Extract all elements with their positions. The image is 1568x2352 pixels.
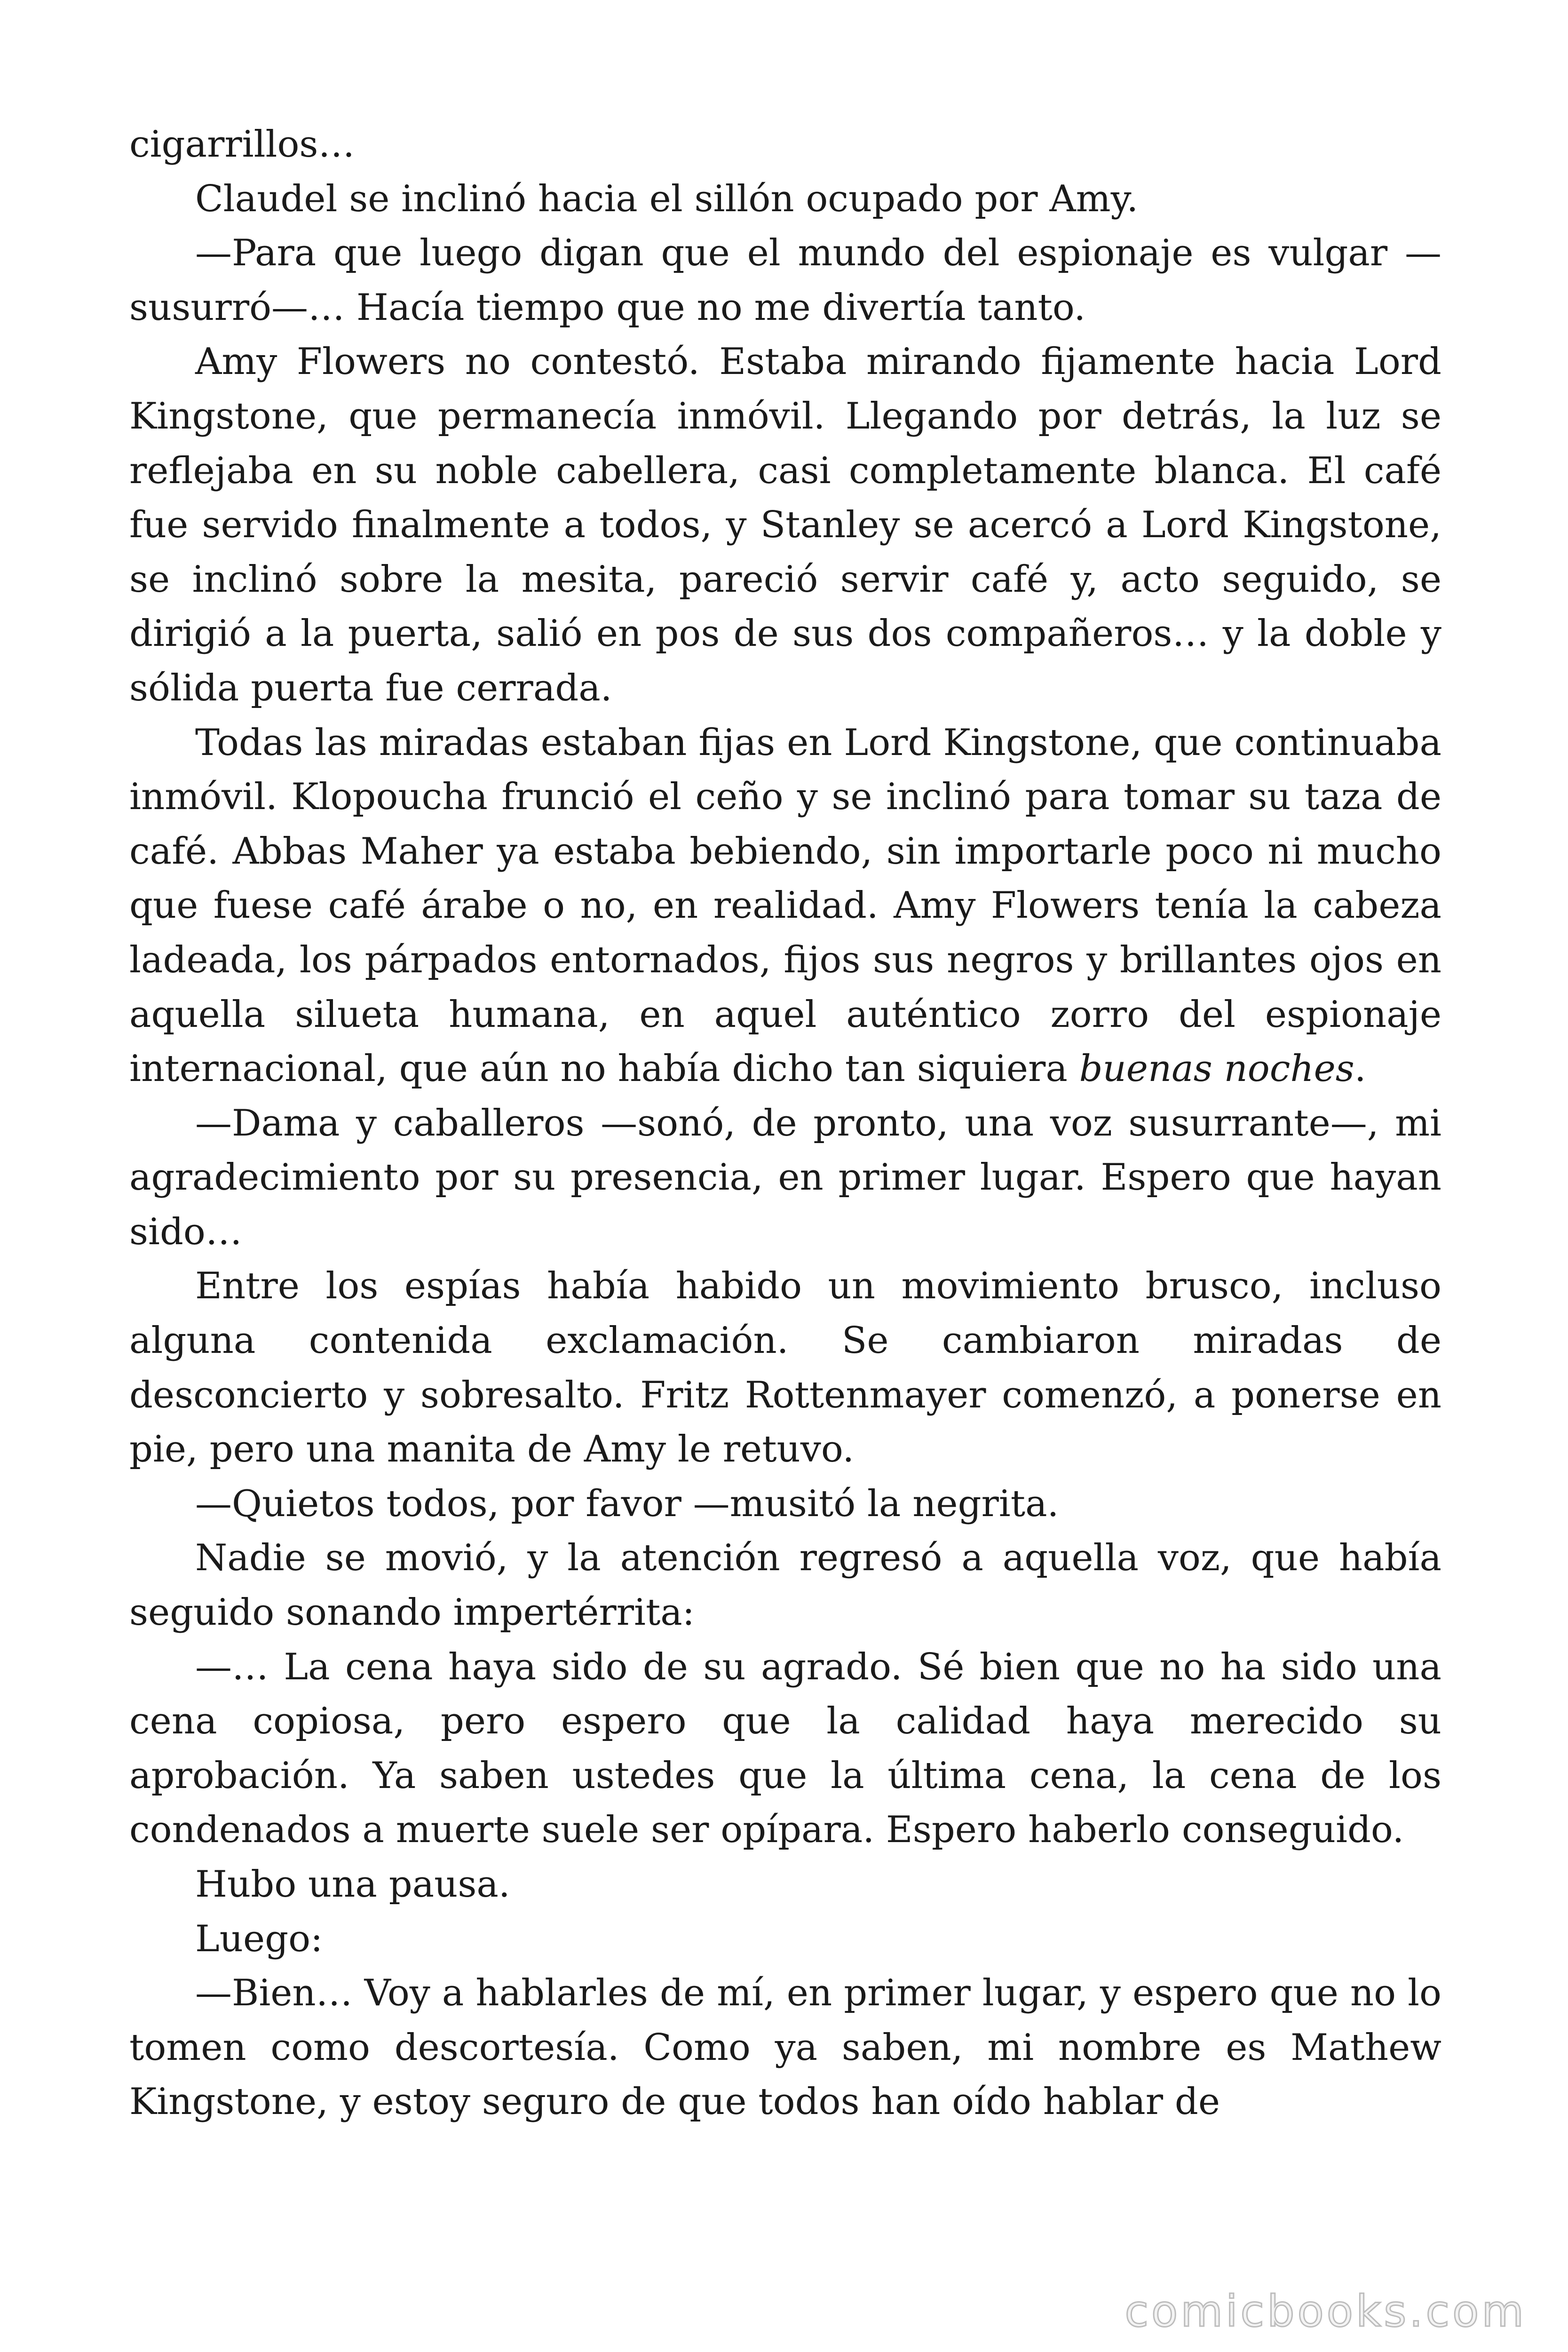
page-text [129, 118, 1441, 2130]
paragraph-8: —Quietos todos, por favor —musitó la negrita. [195, 1482, 1059, 1525]
paragraph-13: —Bien… Voy a hablarles de mí, en primer lugar, y espero que no lo tomen como descortesía. Como ya saben, mi nombre es Mathew Kingstone, y estoy seguro de que todos han oído hablar de [129, 1972, 1441, 2123]
paragraph-4: Amy Flowers no contestó. Estaba mirando fijamente hacia Lord Kingstone, que permanecía inmóvil. Llegando por detrás, la luz se reflejaba en su noble cabellera, casi completamente blanca. El café fue servido finalmente a todos, y Stanley se acercó a Lord Kingstone, se inclinó sobre la mesita, pareció servir café y, acto seguido, se dirigió a la puerta, salió en pos de sus dos compañeros… y la doble y sólida puerta fue cerrada. [129, 341, 1441, 709]
paragraph-5-italic: buenas noches [1079, 1048, 1354, 1090]
paragraph-11: Hubo una pausa. [195, 1863, 510, 1906]
paragraph-10: —… La cena haya sido de su agrado. Sé bien que no ha sido una cena copiosa, pero espero que la calidad haya merecido su aprobación. Ya saben ustedes que la última cena, la cena de los condenados a muerte suele ser opípara. Espero haberlo conseguido. [129, 1645, 1441, 1851]
paragraph-1: cigarrillos… [129, 123, 355, 166]
watermark: comicbooks.com [1125, 2286, 1527, 2336]
paragraph-9: Nadie se movió, y la atención regresó a aquella voz, que había seguido sonando impertérrita: [129, 1537, 1441, 1634]
paragraph-6: —Dama y caballeros —sonó, de pronto, una voz susurrante—, mi agradecimiento por su presencia, en primer lugar. Espero que hayan sido… [129, 1102, 1441, 1253]
paragraph-3: —Para que luego digan que el mundo del espionaje es vulgar —susurró—… Hacía tiempo que no me divertía tanto. [129, 232, 1441, 329]
paragraph-5 [129, 716, 1441, 1097]
paragraph-5-text: Todas las miradas estaban fijas en Lord Kingstone, que continuaba inmóvil. Klopoucha frunció el ceño y se inclinó para tomar su taza de café. Abbas Maher ya estaba bebiendo, sin importarle poco ni mucho que fuese café árabe o no, en realidad. Amy Flowers tenía la cabeza ladeada, los párpados entornados, fijos sus negros y brillantes ojos en aquella silueta humana, en aquel auténtico zorro del espionaje internacional, que aún no había dicho tan siquiera [129, 721, 1441, 1090]
paragraph-7: Entre los espías había habido un movimiento brusco, incluso alguna contenida exclamación. Se cambiaron miradas de desconcierto y sobresalto. Fritz Rottenmayer comenzó, a ponerse en pie, pero una manita de Amy le retuvo. [129, 1265, 1441, 1471]
paragraph-2: Claudel se inclinó hacia el sillón ocupado por Amy. [195, 177, 1139, 220]
paragraph-5-end: . [1354, 1048, 1366, 1090]
paragraph-12: Luego: [195, 1917, 323, 1960]
